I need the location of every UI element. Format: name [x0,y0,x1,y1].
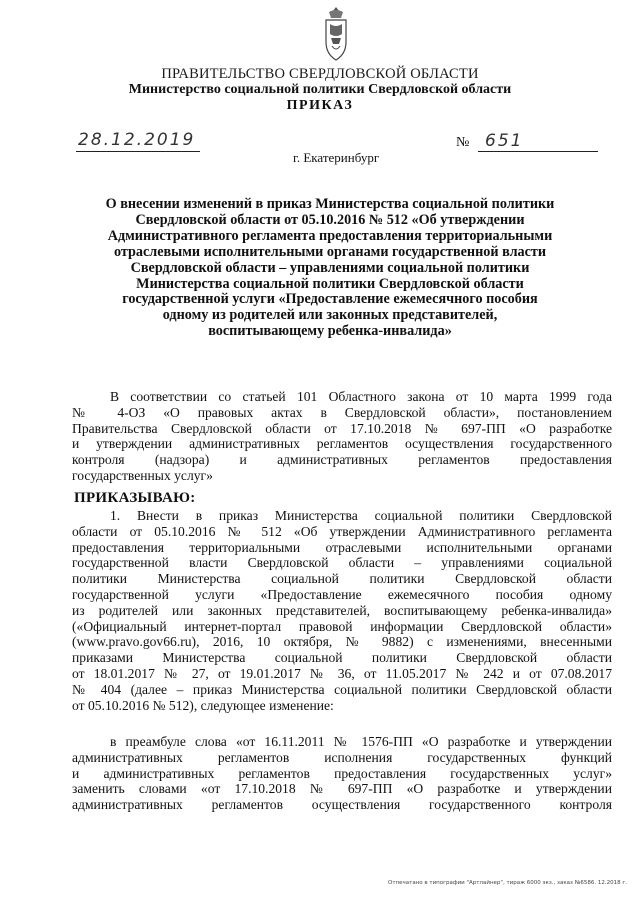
text-line: контроля (надзора) и административных регламентов предоставления [72,452,612,468]
item-1-paragraph [72,508,612,713]
text-line: («Официальный интернет-портал правовой информации Свердловской области» [72,618,612,634]
order-number: 651 [485,131,524,151]
text-line: административных регламентов исполнения государственных функций [72,749,612,765]
text-line: приказами Министерства социальной политики Свердловской области [72,650,612,666]
city: г. Екатеринбург [293,150,380,165]
text-line: государственных услуг» [72,467,213,483]
text-line: Правительства Свердловской области от 17.10.2018 № 697-ПП «О разработке [72,420,612,436]
number-label: № [456,135,470,150]
print-footer: Отпечатано в типографии "Артлайнер", тираж 6000 экз., заказ №6586. 12.2018 г. [388,880,628,886]
text-line: предоставления территориальными отраслевыми исполнительными органами [72,539,612,555]
text-line: № 404 (далее – приказ Министерства социальной политики Свердловской области [72,681,612,697]
title-line: государственной услуги «Предоставление ежемесячного пособия [122,291,538,308]
title-line: Административного регламента предоставления территориальными [107,227,553,244]
text-line: государственной услуги «Предоставление ежемесячного пособия одному [72,586,612,602]
title-line: воспитывающему ребенка-инвалида» [208,323,452,340]
preamble-paragraph [72,389,612,484]
text-line: государственной власти Свердловской области – управлениями социальной [72,555,612,571]
text-line: в преамбуле слова «от 16.11.2011 № 1576-ПП «О разработке и утверждении [110,734,612,749]
text-line: административных регламентов осуществления государственного контроля [72,797,612,813]
preamble-change-paragraph [72,734,612,813]
order-title [80,197,580,340]
title-line: Свердловской области от 05.10.2016 № 512 «Об утверждении [135,211,525,228]
text-line: от 18.01.2017 № 27, от 19.01.2017 № 36, от 11.05.2017 № 242 и от 07.08.2017 [72,665,612,681]
text-line: политики Министерства социальной политики Свердловской области [72,571,612,587]
government-name: ПРАВИТЕЛЬСТВО СВЕРДЛОВСКОЙ ОБЛАСТИ [161,66,479,82]
text-line: из родителей или законных представителей, воспитывающему ребенка-инвалида» [72,602,612,618]
order-date: 28.12.2019 [78,130,196,150]
text-line: В соответствии со статьей 101 Областного закона от 10 марта 1999 года [110,389,612,404]
title-line: О внесении изменений в приказ Министерства социальной политики [105,196,555,212]
date-underline [76,151,200,152]
document-type: ПРИКАЗ [286,98,354,113]
text-line: области от 05.10.2016 № 512 «Об утверждении Административного регламента [72,523,612,539]
title-line: Свердловской области – управлениями социальной политики [130,259,530,276]
text-line: № 4-ОЗ «О правовых актах в Свердловской области», постановлением [72,404,612,420]
coat-of-arms-icon [323,6,349,62]
text-line: заменить словами «от 17.10.2018 № 697-ПП «О разработке и утверждении [72,781,612,797]
text-line: и административных регламентов предоставления государственных услуг» [72,765,612,781]
text-line: от 05.10.2016 № 512), следующее изменение: [72,697,334,713]
title-line: Министерства социальной политики Свердловской области [136,275,524,292]
text-line: 1. Внести в приказ Министерства социальной политики Свердловской [110,508,612,523]
number-underline [478,151,598,152]
title-line: отраслевыми исполнительными органами государственной власти [113,243,547,260]
text-line: (www.pravo.gov66.ru), 2016, 10 октября, № 9882) с изменениями, внесенными [72,634,612,650]
title-line: одному из родителей или законных представителей, [162,307,498,324]
order-word: ПРИКАЗЫВАЮ: [74,490,196,506]
ministry-name: Министерство социальной политики Свердловской области [128,82,512,97]
text-line: и утверждении административных регламентов осуществления государственного [72,436,612,452]
